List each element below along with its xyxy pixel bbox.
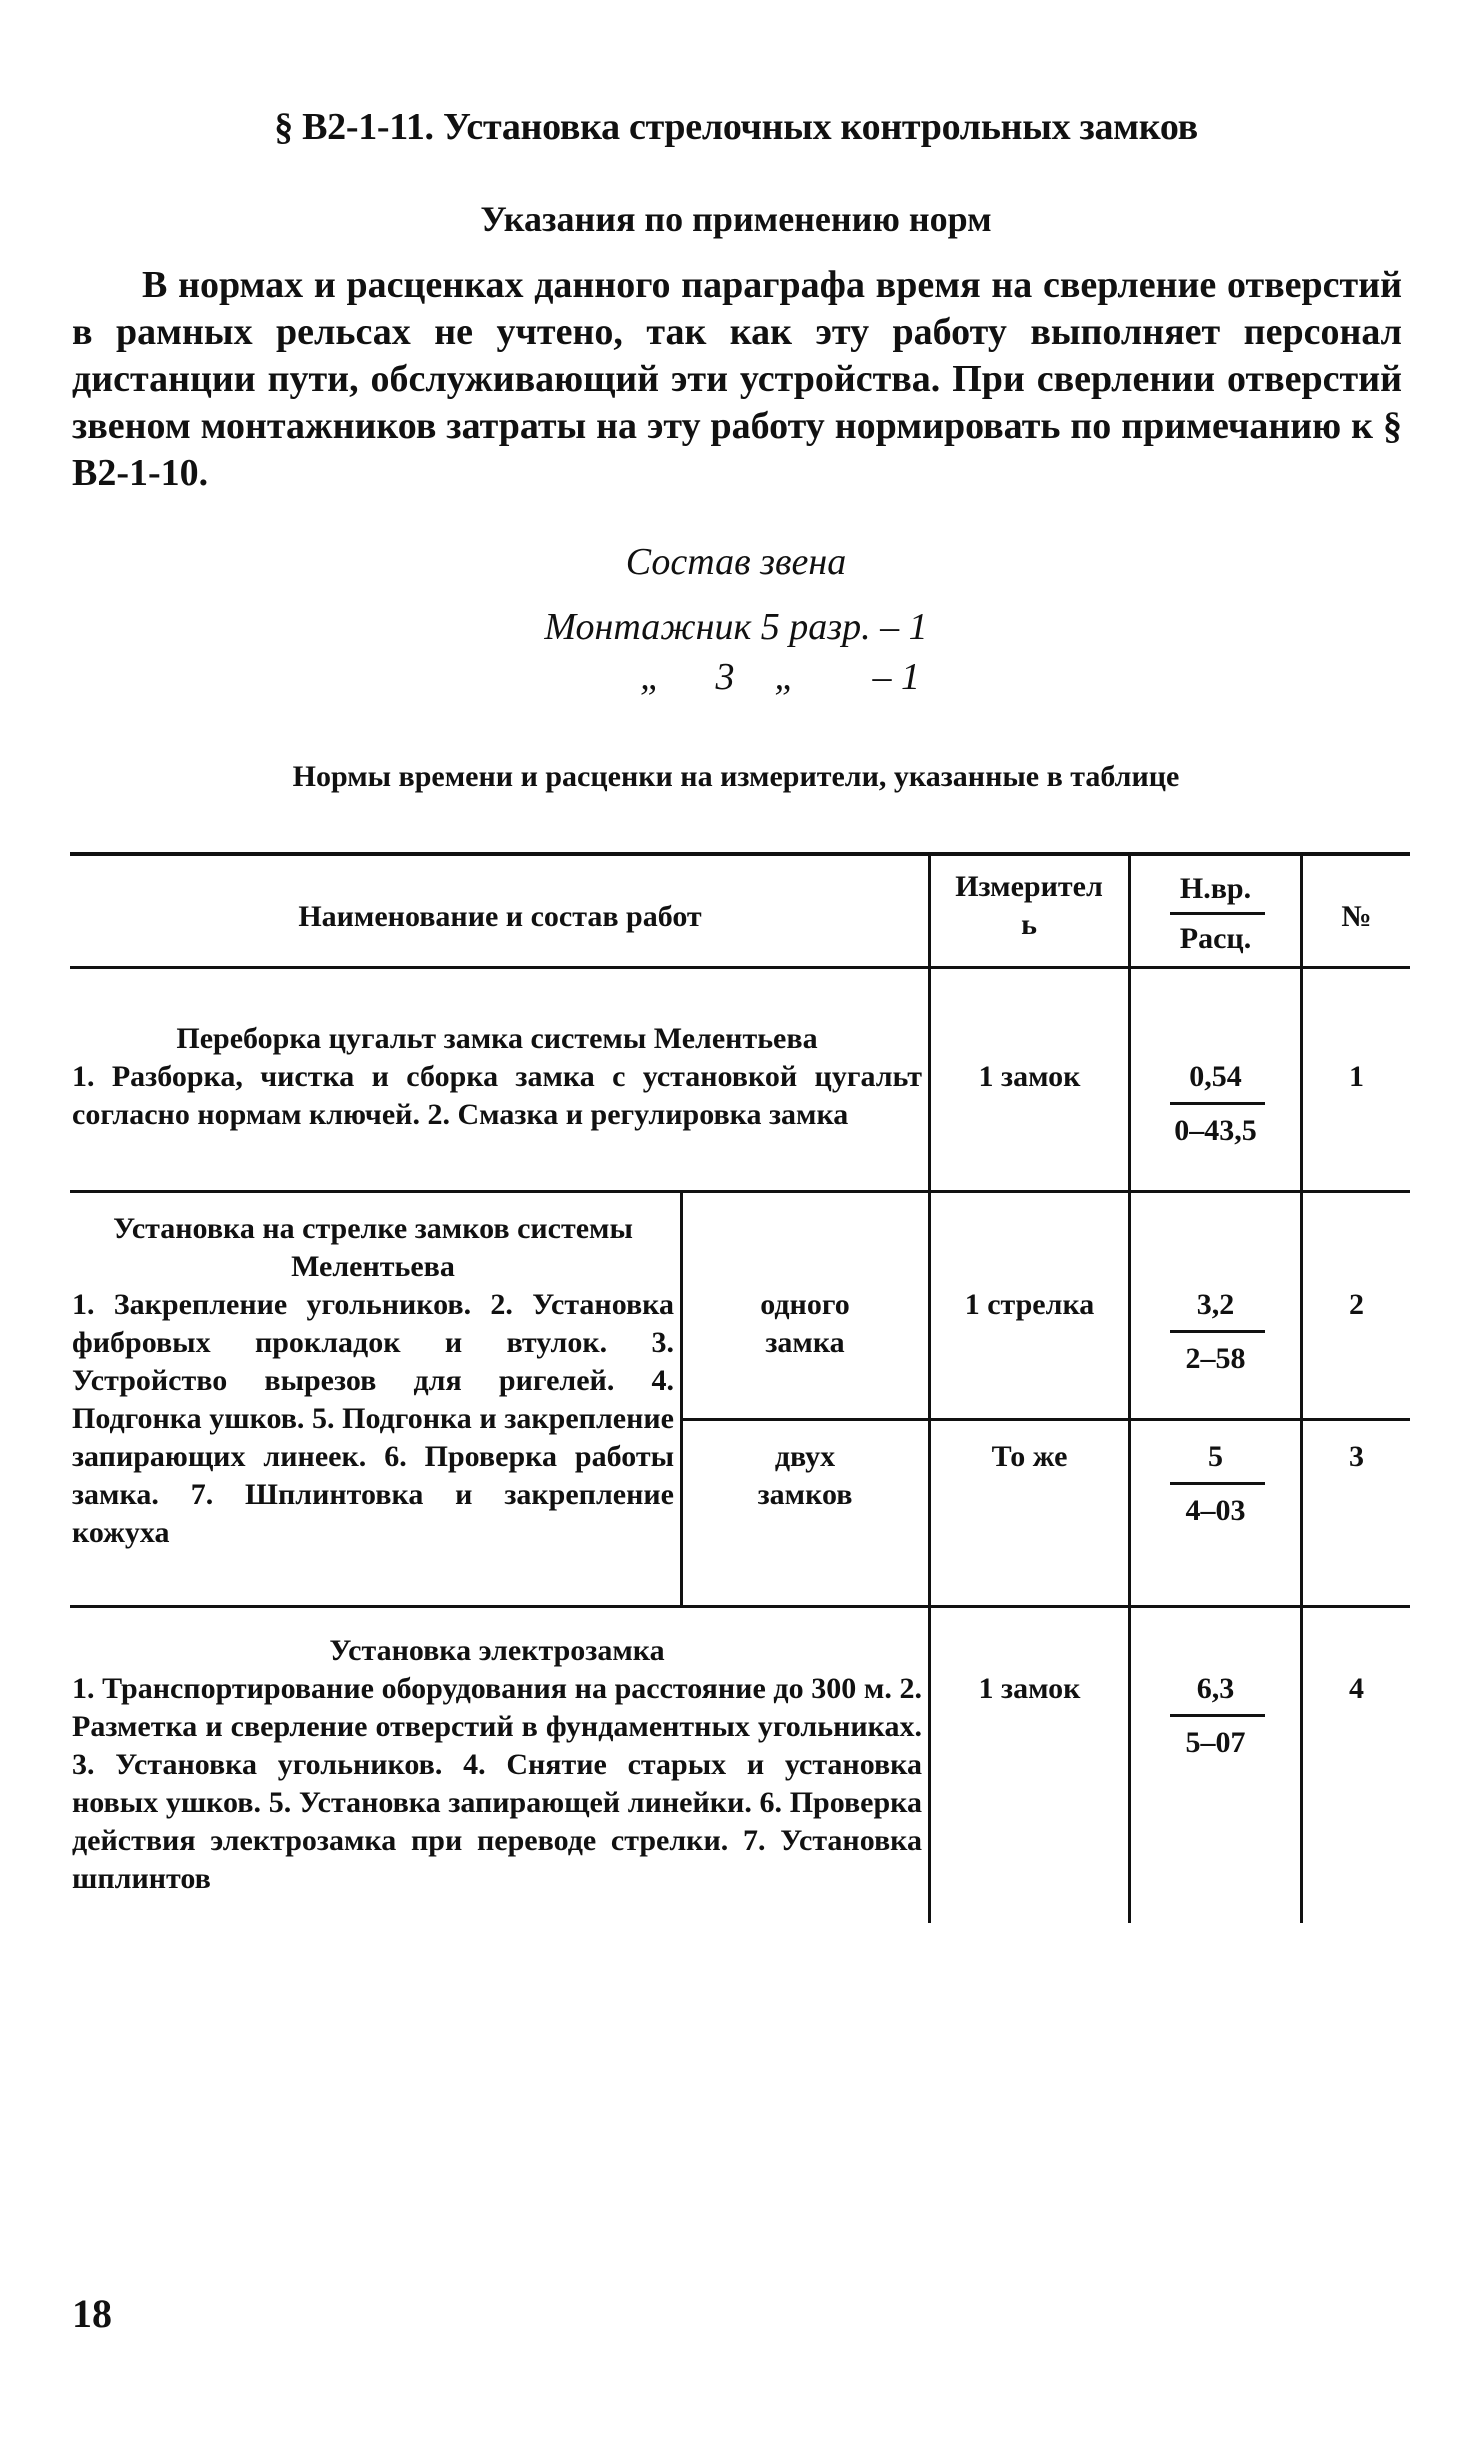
col-divider-variant xyxy=(680,1190,683,1605)
norms-caption: Нормы времени и расценки на измерители, указанные в таблице xyxy=(292,760,1180,793)
row1-num: 1 xyxy=(1349,1060,1364,1093)
header-norm-bottom: Расц. xyxy=(1179,922,1252,955)
row3-unit: 1 замок xyxy=(978,1672,1081,1705)
row3-text: 1. Транспортирование оборудования на расстояние до 300 м. 2. Разметка и сверление отверстий в фундаментных угольниках. 3. Установка угольников. 4. Снятие старых и установка новых ушков. 5. Установка запирающей линейки. 6. Проверка действия электрозамка при переводе стрелки. 7. Установка шплинтов xyxy=(72,1672,922,1895)
guidance-text: В нормах и расценках данного параграфа время на сверление отверстий в рамных рельсах не учтено, так как эту работу выполняет персонал дистанции пути, обслуживающий эти устройства. При сверлении отверстий звеном монтажников затраты на эту работу нормировать по примечанию к § В2-1-10. xyxy=(72,264,1402,494)
row2b-label: двух замков xyxy=(757,1440,853,1511)
row1-text: 1. Разборка, чистка и сборка замка с установкой цугальт согласно нормам ключей. 2. Смазка и регулировка замка xyxy=(72,1060,922,1131)
row2a-rate: 2–58 xyxy=(1185,1342,1246,1375)
row2a-label: одного замка xyxy=(760,1288,850,1359)
row3-num: 4 xyxy=(1349,1672,1364,1705)
crew-ditto-2: „ xyxy=(774,656,796,698)
row1-norm: 0,54 xyxy=(1189,1060,1242,1093)
crew-grade: 3 xyxy=(715,656,735,698)
header-work: Наименование и состав работ xyxy=(298,900,702,933)
crew-line-1: Монтажник 5 разр. – 1 xyxy=(544,606,928,648)
col-divider-norm xyxy=(1128,852,1131,1923)
row1-bottom-rule xyxy=(70,1190,1410,1193)
row3-title: Установка электрозамка xyxy=(329,1634,665,1667)
row2-text: 1. Закрепление угольников. 2. Установка фибровых прокладок и втулок. 3. Устройство вырезов для ригелей. 4. Подгонка ушков. 5. Подгонка и закрепление запирающих линеек. 6. Проверка работы замка. 7. Шплинтовка и закрепление кожуха xyxy=(72,1288,674,1549)
row2a-unit: 1 стрелка xyxy=(964,1288,1095,1321)
row1-rate: 0–43,5 xyxy=(1174,1114,1257,1147)
header-num: № xyxy=(1341,900,1372,933)
header-norm-top: Н.вр. xyxy=(1179,872,1252,905)
row2a-fraction-bar xyxy=(1170,1330,1265,1333)
col-divider-num xyxy=(1300,852,1303,1923)
row2b-rate: 4–03 xyxy=(1185,1494,1246,1527)
row3-fraction-bar xyxy=(1170,1714,1265,1717)
col-divider-unit-c xyxy=(928,1605,931,1923)
row1-unit: 1 замок xyxy=(978,1060,1081,1093)
row2-bottom-rule xyxy=(70,1605,1410,1608)
header-bottom-rule xyxy=(70,966,1410,969)
row2a-num: 2 xyxy=(1349,1288,1364,1321)
row3-norm: 6,3 xyxy=(1196,1672,1235,1705)
header-unit: Измеритель xyxy=(955,870,1103,941)
row1-title: Переборка цугальт замка системы Мелентьева xyxy=(176,1022,818,1055)
page-number: 18 xyxy=(72,2291,112,2336)
row2b-unit: То же xyxy=(991,1440,1068,1473)
header-fraction-bar xyxy=(1170,912,1265,915)
table-top-rule xyxy=(70,852,1410,856)
row2-title: Установка на стрелке замков системы Мелентьева xyxy=(113,1212,633,1283)
row1-fraction-bar xyxy=(1170,1102,1265,1105)
row2b-fraction-bar xyxy=(1170,1482,1265,1485)
crew-ditto-1: „ xyxy=(640,656,662,698)
crew-heading: Состав звена xyxy=(625,541,847,583)
guidance-title: Указания по применению норм xyxy=(480,199,992,239)
row2b-num: 3 xyxy=(1349,1440,1364,1473)
col-divider-unit-b xyxy=(928,1190,931,1605)
row2a-norm: 3,2 xyxy=(1196,1288,1235,1321)
section-title: § В2-1-11. Установка стрелочных контрольных замков xyxy=(274,106,1198,148)
crew-count: – 1 xyxy=(872,656,920,698)
row2b-norm: 5 xyxy=(1208,1440,1223,1473)
row3-rate: 5–07 xyxy=(1185,1726,1246,1759)
